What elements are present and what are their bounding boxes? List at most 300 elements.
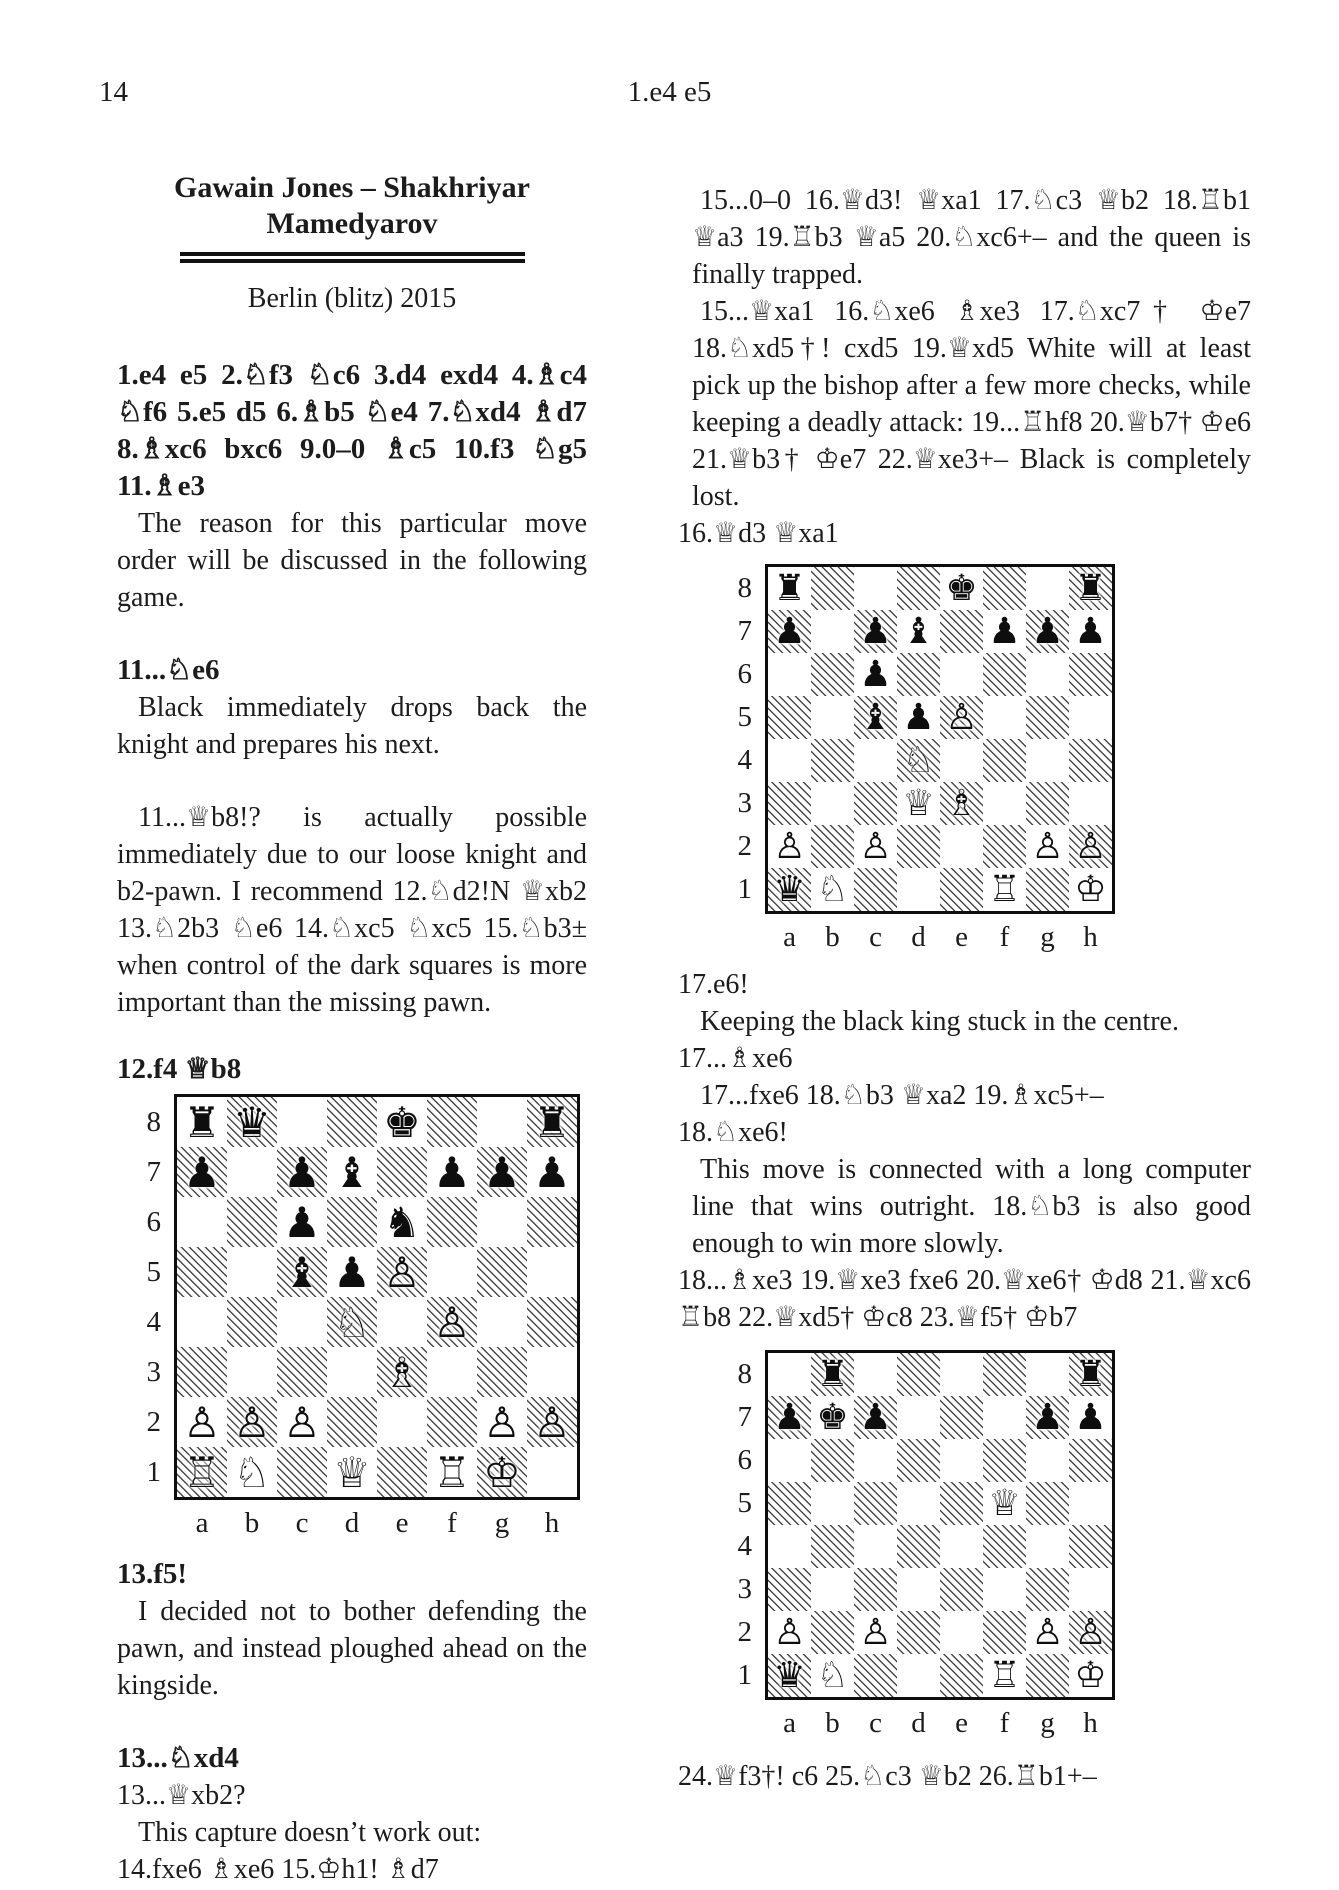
board-square-c8 xyxy=(277,1097,327,1147)
game-title: Gawain Jones – Shakhriyar Mamedyarov xyxy=(174,171,530,240)
white-pawn-piece: ♙︎ xyxy=(183,1397,221,1447)
rank-label: 4 xyxy=(737,1530,752,1562)
board-square-e6 xyxy=(377,1197,427,1247)
board-square-b3 xyxy=(811,1568,854,1611)
move-heading: 13...♘xd4 xyxy=(117,1742,239,1774)
file-label: d xyxy=(911,1707,926,1739)
board-square-e3 xyxy=(940,1568,983,1611)
board-square-f8 xyxy=(983,1353,1026,1396)
board-square-h1 xyxy=(1069,1654,1112,1697)
rank-label: 2 xyxy=(737,1616,752,1648)
board-square-d1 xyxy=(327,1447,377,1497)
left-column-blocks xyxy=(117,357,587,1888)
board-square-f2 xyxy=(427,1397,477,1447)
board-square-a6 xyxy=(768,653,811,696)
board-square-h2 xyxy=(1069,1611,1112,1654)
diagram-after-23...Kb7 xyxy=(735,1350,1251,1742)
board-square-f3 xyxy=(983,782,1026,825)
board-square-d8 xyxy=(327,1097,377,1147)
title-double-rule xyxy=(180,252,525,263)
black-pawn-piece: ♟︎ xyxy=(859,1397,892,1438)
board-square-b5 xyxy=(811,696,854,739)
black-knight-piece: ♞︎ xyxy=(383,1197,421,1247)
board-square-h5 xyxy=(1069,696,1112,739)
board-square-c3 xyxy=(854,782,897,825)
board-square-f7 xyxy=(983,610,1026,653)
board-square-g8 xyxy=(1026,1353,1069,1396)
board-square-d3 xyxy=(897,782,940,825)
board-square-g5 xyxy=(1026,696,1069,739)
board-square-h8 xyxy=(1069,1353,1112,1396)
rank-label: 4 xyxy=(146,1306,161,1338)
board-square-b7 xyxy=(811,1396,854,1439)
board-square-f5 xyxy=(983,1482,1026,1525)
board-square-d1 xyxy=(897,1654,940,1697)
rank-label: 1 xyxy=(146,1456,161,1488)
black-bishop-piece: ♝︎ xyxy=(859,697,892,738)
rank-label: 5 xyxy=(737,1487,752,1519)
black-bishop-piece: ♝︎ xyxy=(283,1247,321,1297)
chess-board xyxy=(765,1350,1115,1700)
white-bishop-piece: ♗︎ xyxy=(945,783,978,824)
file-label: c xyxy=(869,921,882,953)
board-square-c7 xyxy=(854,1396,897,1439)
white-rook-piece: ♖︎ xyxy=(988,1655,1021,1696)
board-square-e5 xyxy=(377,1247,427,1297)
black-queen-piece: ♛︎ xyxy=(233,1097,271,1147)
board-square-h6 xyxy=(1069,653,1112,696)
file-labels xyxy=(768,919,1251,956)
rank-label: 1 xyxy=(737,1659,752,1691)
board-square-h3 xyxy=(1069,782,1112,825)
board-square-h5 xyxy=(1069,1482,1112,1525)
black-bishop-piece: ♝︎ xyxy=(902,611,935,652)
white-queen-piece: ♕︎ xyxy=(333,1447,371,1497)
board-square-c2 xyxy=(277,1397,327,1447)
board-square-h4 xyxy=(527,1297,577,1347)
black-pawn-piece: ♟︎ xyxy=(859,611,892,652)
board-square-a7 xyxy=(768,610,811,653)
file-label: h xyxy=(1083,921,1098,953)
board-square-d4 xyxy=(897,1525,940,1568)
board-square-h8 xyxy=(527,1097,577,1147)
black-rook-piece: ♜︎ xyxy=(183,1097,221,1147)
board-square-c4 xyxy=(854,739,897,782)
board-square-g2 xyxy=(1026,825,1069,868)
prose-paragraph: 11...♕b8!? is actually possible immediately due to our loose knight and b2-pawn. I recommend 12.♘d2!N ♕xb2 13.♘2b3 ♘e6 14.♘xc5 ♘xc5 15.♘b3± when control of the dark squares is more important than the missing pawn. xyxy=(117,802,587,1018)
rank-label: 7 xyxy=(146,1156,161,1188)
white-pawn-piece: ♙︎ xyxy=(1074,826,1107,867)
board-square-e2 xyxy=(940,1611,983,1654)
file-labels xyxy=(768,1705,1251,1742)
move-heading: 13.f5! xyxy=(117,1558,188,1590)
board-square-e4 xyxy=(377,1297,427,1347)
move-heading: 11...♘e6 xyxy=(117,654,220,686)
rank-label: 3 xyxy=(146,1356,161,1388)
board-square-a4 xyxy=(768,1525,811,1568)
board-square-e5 xyxy=(940,696,983,739)
rank-label: 1 xyxy=(737,873,752,905)
rank-labels xyxy=(735,1353,765,1697)
board-square-b4 xyxy=(227,1297,277,1347)
board-square-g4 xyxy=(1026,1525,1069,1568)
board-square-f3 xyxy=(427,1347,477,1397)
board-square-g1 xyxy=(477,1447,527,1497)
game-venue: Berlin (blitz) 2015 xyxy=(247,283,457,314)
rank-label: 8 xyxy=(737,572,752,604)
board-square-a6 xyxy=(768,1439,811,1482)
black-pawn-piece: ♟︎ xyxy=(1031,611,1064,652)
board-square-c3 xyxy=(854,1568,897,1611)
board-square-b4 xyxy=(811,739,854,782)
board-square-e6 xyxy=(940,653,983,696)
board-square-a5 xyxy=(768,696,811,739)
board-square-a4 xyxy=(177,1297,227,1347)
board-square-f2 xyxy=(983,1611,1026,1654)
board-square-e3 xyxy=(377,1347,427,1397)
board-square-f8 xyxy=(983,567,1026,610)
white-pawn-piece: ♙︎ xyxy=(1031,1612,1064,1653)
board-square-f4 xyxy=(983,739,1026,782)
board-square-d4 xyxy=(327,1297,377,1347)
file-label: b xyxy=(244,1507,260,1539)
rank-label: 3 xyxy=(737,787,752,819)
file-labels xyxy=(177,1505,587,1542)
board-square-g4 xyxy=(1026,739,1069,782)
board-square-h6 xyxy=(527,1197,577,1247)
move-heading: 12.f4 ♕b8 xyxy=(117,1053,242,1085)
board-square-d7 xyxy=(897,1396,940,1439)
board-square-c3 xyxy=(277,1347,327,1397)
white-pawn-piece: ♙︎ xyxy=(533,1397,571,1447)
board-square-c5 xyxy=(854,1482,897,1525)
rank-label: 7 xyxy=(737,1401,752,1433)
board-square-f1 xyxy=(983,868,1026,911)
board-square-f7 xyxy=(427,1147,477,1197)
board-square-e8 xyxy=(377,1097,427,1147)
rank-label: 8 xyxy=(737,1358,752,1390)
board-square-b3 xyxy=(227,1347,277,1397)
file-label: c xyxy=(295,1507,309,1539)
board-square-g4 xyxy=(477,1297,527,1347)
file-label: g xyxy=(1040,921,1055,953)
rank-label: 5 xyxy=(146,1256,161,1288)
board-square-d5 xyxy=(327,1247,377,1297)
black-queen-piece: ♛︎ xyxy=(773,1655,806,1696)
rank-label: 6 xyxy=(737,658,752,690)
board-square-c7 xyxy=(854,610,897,653)
board-square-f6 xyxy=(983,653,1026,696)
white-knight-piece: ♘︎ xyxy=(902,740,935,781)
board-square-c6 xyxy=(854,1439,897,1482)
black-pawn-piece: ♟︎ xyxy=(283,1197,321,1247)
board-square-e1 xyxy=(940,1654,983,1697)
board-square-a2 xyxy=(177,1397,227,1447)
board-square-b5 xyxy=(811,1482,854,1525)
board-square-g5 xyxy=(1026,1482,1069,1525)
board-square-a2 xyxy=(768,1611,811,1654)
board-square-f8 xyxy=(427,1097,477,1147)
prose-paragraph: The reason for this particular move order will be discussed in the following game. xyxy=(117,508,587,613)
board-square-a5 xyxy=(768,1482,811,1525)
white-king-piece: ♔︎ xyxy=(1074,869,1107,910)
white-pawn-piece: ♙︎ xyxy=(383,1247,421,1297)
rank-label: 8 xyxy=(146,1106,161,1138)
diagram-after-12...Qb8 xyxy=(140,1094,587,1542)
board-square-g2 xyxy=(477,1397,527,1447)
board-square-d5 xyxy=(897,696,940,739)
board-square-h8 xyxy=(1069,567,1112,610)
chess-board xyxy=(174,1094,580,1500)
board-square-e3 xyxy=(940,782,983,825)
file-label: g xyxy=(1040,1707,1055,1739)
variation-line: 16.♕d3 ♕xa1 xyxy=(678,518,839,549)
board-square-e2 xyxy=(940,825,983,868)
board-square-a3 xyxy=(177,1347,227,1397)
board-square-a8 xyxy=(177,1097,227,1147)
page-number: 14 xyxy=(99,76,128,108)
board-square-g6 xyxy=(477,1197,527,1247)
board-square-g5 xyxy=(477,1247,527,1297)
prose-paragraph: Keeping the black king stuck in the centre. xyxy=(700,1006,1179,1037)
board-square-b3 xyxy=(811,782,854,825)
variation-line: 17.e6! xyxy=(678,969,749,1000)
board-square-e4 xyxy=(940,739,983,782)
board-square-d4 xyxy=(897,739,940,782)
board-square-b8 xyxy=(811,1353,854,1396)
board-square-c2 xyxy=(854,1611,897,1654)
file-label: e xyxy=(395,1507,409,1539)
board-square-a3 xyxy=(768,1568,811,1611)
board-square-b1 xyxy=(811,1654,854,1697)
board-square-b6 xyxy=(227,1197,277,1247)
board-square-a1 xyxy=(768,1654,811,1697)
white-pawn-piece: ♙︎ xyxy=(859,1612,892,1653)
black-pawn-piece: ♟︎ xyxy=(988,611,1021,652)
rank-label: 4 xyxy=(737,744,752,776)
black-pawn-piece: ♟︎ xyxy=(283,1147,321,1197)
white-rook-piece: ♖︎ xyxy=(433,1447,471,1497)
board-square-h7 xyxy=(527,1147,577,1197)
board-square-g7 xyxy=(1026,610,1069,653)
board-square-f5 xyxy=(427,1247,477,1297)
board-square-h4 xyxy=(1069,1525,1112,1568)
variation-line: 14.fxe6 ♗xe6 15.♔h1! ♗d7 xyxy=(117,1854,439,1885)
file-label: e xyxy=(955,921,968,953)
black-pawn-piece: ♟︎ xyxy=(859,654,892,695)
black-king-piece: ♚︎ xyxy=(816,1397,849,1438)
board-square-b2 xyxy=(811,825,854,868)
white-pawn-piece: ♙︎ xyxy=(233,1397,271,1447)
black-pawn-piece: ♟︎ xyxy=(333,1247,371,1297)
white-knight-piece: ♘︎ xyxy=(816,1655,849,1696)
rank-label: 6 xyxy=(737,1444,752,1476)
black-pawn-piece: ♟︎ xyxy=(483,1147,521,1197)
running-head: 1.e4 e5 xyxy=(627,76,712,108)
board-square-a5 xyxy=(177,1247,227,1297)
file-label: b xyxy=(825,1707,840,1739)
board-square-h6 xyxy=(1069,1439,1112,1482)
board-square-a3 xyxy=(768,782,811,825)
board-square-e2 xyxy=(377,1397,427,1447)
board-square-g1 xyxy=(1026,868,1069,911)
board-square-c1 xyxy=(854,1654,897,1697)
file-label: a xyxy=(195,1507,209,1539)
file-label: c xyxy=(869,1707,882,1739)
white-king-piece: ♔︎ xyxy=(1074,1655,1107,1696)
rank-label: 5 xyxy=(737,701,752,733)
board-square-d2 xyxy=(897,825,940,868)
file-label: f xyxy=(999,921,1010,953)
board-square-e7 xyxy=(940,1396,983,1439)
white-pawn-piece: ♙︎ xyxy=(1074,1612,1107,1653)
board-square-e7 xyxy=(377,1147,427,1197)
board-square-h7 xyxy=(1069,610,1112,653)
board-square-c7 xyxy=(277,1147,327,1197)
white-pawn-piece: ♙︎ xyxy=(1031,826,1064,867)
file-label: f xyxy=(447,1507,457,1539)
black-pawn-piece: ♟︎ xyxy=(902,697,935,738)
board-square-h3 xyxy=(1069,1568,1112,1611)
left-column xyxy=(117,170,587,1888)
board-square-h2 xyxy=(527,1397,577,1447)
game-moves: 1.e4 e5 2.♘f3 ♘c6 3.d4 exd4 4.♗c4 ♘f6 5.e5 d5 6.♗b5 ♘e4 7.♘xd4 ♗d7 8.♗xc6 bxc6 9.0–0 ♗c5 10.f3 ♘g5 11.♗e3 xyxy=(117,359,587,502)
board-square-b1 xyxy=(811,868,854,911)
board-square-g1 xyxy=(1026,1654,1069,1697)
board-square-b6 xyxy=(811,1439,854,1482)
board-square-f6 xyxy=(983,1439,1026,1482)
right-column-blocks xyxy=(678,182,1251,1795)
board-square-g3 xyxy=(1026,782,1069,825)
variation-line: 18.♘xe6! xyxy=(678,1117,788,1148)
white-pawn-piece: ♙︎ xyxy=(483,1397,521,1447)
board-square-f1 xyxy=(427,1447,477,1497)
black-pawn-piece: ♟︎ xyxy=(1031,1397,1064,1438)
file-label: a xyxy=(783,921,796,953)
file-label: d xyxy=(344,1507,360,1539)
white-rook-piece: ♖︎ xyxy=(183,1447,221,1497)
right-column xyxy=(678,182,1251,1795)
file-label: e xyxy=(955,1707,968,1739)
black-rook-piece: ♜︎ xyxy=(1074,568,1107,609)
board-square-h2 xyxy=(1069,825,1112,868)
prose-paragraph: This capture doesn’t work out: xyxy=(138,1817,482,1848)
rank-label: 2 xyxy=(737,830,752,862)
board-square-g7 xyxy=(1026,1396,1069,1439)
black-pawn-piece: ♟︎ xyxy=(773,1397,806,1438)
white-pawn-piece: ♙︎ xyxy=(945,697,978,738)
board-square-g3 xyxy=(1026,1568,1069,1611)
board-square-f4 xyxy=(427,1297,477,1347)
white-pawn-piece: ♙︎ xyxy=(773,1612,806,1653)
black-rook-piece: ♜︎ xyxy=(533,1097,571,1147)
board-square-e5 xyxy=(940,1482,983,1525)
board-square-b8 xyxy=(227,1097,277,1147)
board-square-g2 xyxy=(1026,1611,1069,1654)
rank-label: 6 xyxy=(146,1206,161,1238)
white-knight-piece: ♘︎ xyxy=(233,1447,271,1497)
board-square-c4 xyxy=(277,1297,327,1347)
prose-paragraph: 15...♕xa1 16.♘xe6 ♗xe3 17.♘xc7† ♔e7 18.♘xd5†! cxd5 19.♕xd5 White will at least pick up the bishop after a few more checks, while keeping a deadly attack: 19...♖hf8 20.♕b7† ♔e6 21.♕b3† ♔e7 22.♕xe3+– Black is completely lost. xyxy=(692,296,1251,512)
board-square-e4 xyxy=(940,1525,983,1568)
black-pawn-piece: ♟︎ xyxy=(1074,1397,1107,1438)
board-square-f3 xyxy=(983,1568,1026,1611)
board-square-g8 xyxy=(477,1097,527,1147)
board-square-f1 xyxy=(983,1654,1026,1697)
board-square-d6 xyxy=(327,1197,377,1247)
board-square-a7 xyxy=(768,1396,811,1439)
board-square-c5 xyxy=(854,696,897,739)
board-square-g6 xyxy=(1026,1439,1069,1482)
file-label: h xyxy=(1083,1707,1098,1739)
board-square-h1 xyxy=(1069,868,1112,911)
black-pawn-piece: ♟︎ xyxy=(183,1147,221,1197)
board-square-c4 xyxy=(854,1525,897,1568)
board-square-g7 xyxy=(477,1147,527,1197)
board-square-b5 xyxy=(227,1247,277,1297)
black-pawn-piece: ♟︎ xyxy=(533,1147,571,1197)
board-square-e8 xyxy=(940,1353,983,1396)
rank-labels xyxy=(140,1097,174,1497)
file-label: b xyxy=(825,921,840,953)
black-pawn-piece: ♟︎ xyxy=(1074,611,1107,652)
board-square-a6 xyxy=(177,1197,227,1247)
board-square-c8 xyxy=(854,1353,897,1396)
board-square-h5 xyxy=(527,1247,577,1297)
white-knight-piece: ♘︎ xyxy=(816,869,849,910)
board-square-d8 xyxy=(897,1353,940,1396)
board-square-a7 xyxy=(177,1147,227,1197)
board-square-e7 xyxy=(940,610,983,653)
board-square-d3 xyxy=(327,1347,377,1397)
board-square-d6 xyxy=(897,653,940,696)
file-label: a xyxy=(783,1707,796,1739)
board-square-g3 xyxy=(477,1347,527,1397)
board-square-c6 xyxy=(854,653,897,696)
black-rook-piece: ♜︎ xyxy=(1074,1354,1107,1395)
file-label: h xyxy=(544,1507,560,1539)
board-square-e6 xyxy=(940,1439,983,1482)
board-square-b8 xyxy=(811,567,854,610)
board-square-d6 xyxy=(897,1439,940,1482)
board-square-a8 xyxy=(768,1353,811,1396)
file-label: f xyxy=(999,1707,1010,1739)
white-knight-piece: ♘︎ xyxy=(333,1297,371,1347)
white-queen-piece: ♕︎ xyxy=(988,1483,1021,1524)
board-square-c1 xyxy=(277,1447,327,1497)
rank-labels xyxy=(735,567,765,911)
board-square-a2 xyxy=(768,825,811,868)
board-square-f7 xyxy=(983,1396,1026,1439)
board-square-b1 xyxy=(227,1447,277,1497)
black-bishop-piece: ♝︎ xyxy=(333,1147,371,1197)
board-square-f5 xyxy=(983,696,1026,739)
board-square-b7 xyxy=(227,1147,277,1197)
board-square-c5 xyxy=(277,1247,327,1297)
variation-line: 24.♕f3†! c6 25.♘c3 ♕b2 26.♖b1+– xyxy=(678,1761,1097,1792)
board-square-d2 xyxy=(897,1611,940,1654)
white-bishop-piece: ♗︎ xyxy=(383,1347,421,1397)
board-square-g6 xyxy=(1026,653,1069,696)
board-square-d2 xyxy=(327,1397,377,1447)
black-rook-piece: ♜︎ xyxy=(816,1354,849,1395)
board-square-a1 xyxy=(768,868,811,911)
rank-label: 2 xyxy=(146,1406,161,1438)
chess-board xyxy=(765,564,1115,914)
board-square-c1 xyxy=(854,868,897,911)
board-square-g8 xyxy=(1026,567,1069,610)
board-square-h4 xyxy=(1069,739,1112,782)
